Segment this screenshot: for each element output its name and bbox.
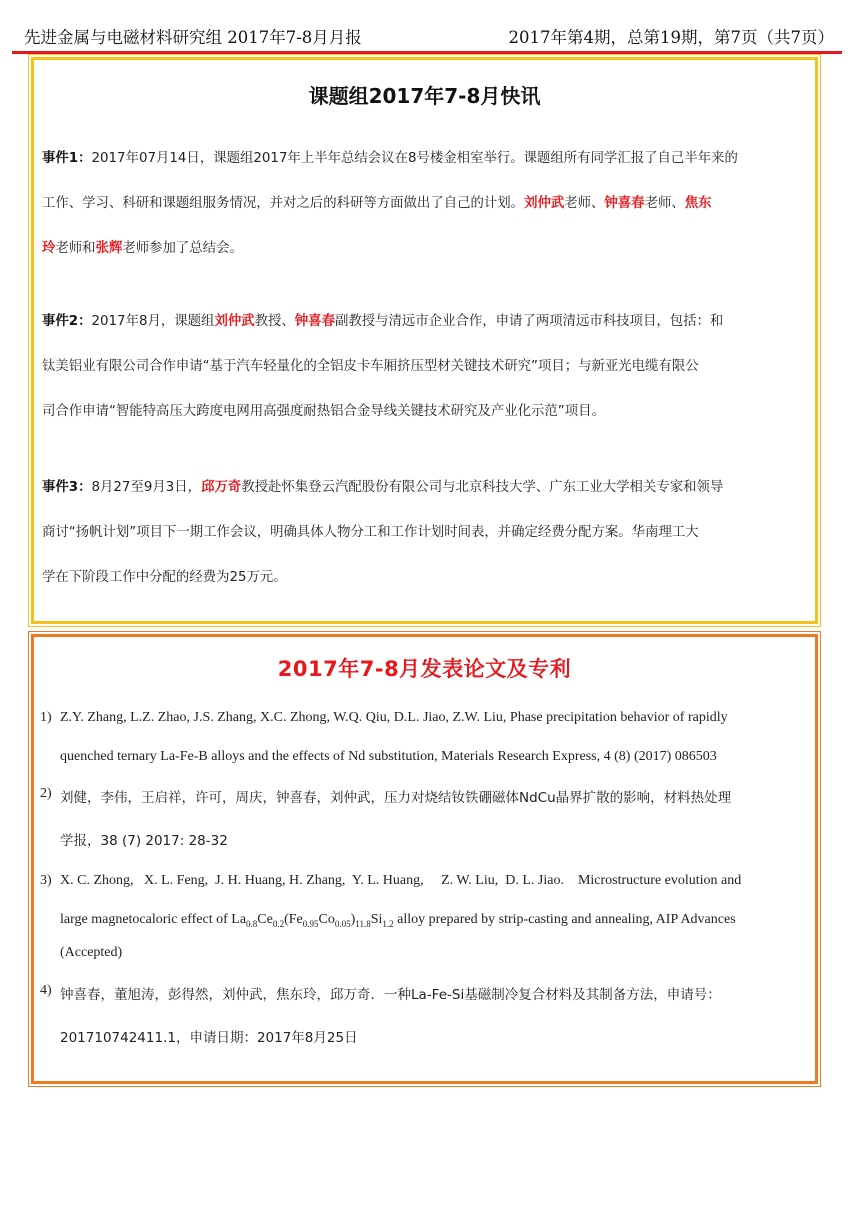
person-name: 玲 [42,241,56,256]
subscript: 0.8 [246,918,258,929]
pub-text: (Fe [284,912,303,927]
event-3-text: 教授赴怀集登云汽配股份有限公司与北京科技大学、广东工业大学相关专家和领导 [241,480,724,495]
page-header [24,22,834,48]
person-name: 邱万奇 [201,480,242,495]
subscript: 1.2 [382,918,394,929]
pub-text: ) [350,912,356,927]
event-1-text: 老师参加了总结会。 [122,241,243,256]
pub-text: 学报，38 (7) 2017: 28-32 [60,833,228,849]
event-2-text: 副教授与清远市企业合作，申请了两项清远市科技项目，包括：和 [334,314,724,329]
pub-text: quenched ternary La-Fe-B alloys and the effects of Nd substitution, Materials Research Express, 4 (8) (2017) 086503 [60,749,717,764]
event-2-label: 事件2： [42,314,92,329]
subscript: 0.95 [302,918,319,929]
pub-text: Z.Y. Zhang, L.Z. Zhao, J.S. Zhang, X.C. Zhong, W.Q. Qiu, D.L. Jiao, Z.W. Liu, Phase precipitation behavior of rapidly [60,710,728,725]
event-2-text: 司合作申请“智能特高压大跨度电网用高强度耐热铝合金导线关键技术研究及产业化示范”项目。 [42,404,605,419]
pub-text: Co [318,912,335,927]
pub-text: Si [370,912,383,927]
event-2-text: 钛美铝业有限公司合作申请“基于汽车轻量化的全铝皮卡车厢挤压型材关键技术研究”项目；与新亚光电缆有限公 [42,359,699,374]
event-1-text: 老师、 [564,196,605,211]
pub-number: 4) [40,983,52,998]
person-name: 钟喜春 [604,196,645,211]
news-box [31,57,818,624]
pub-text: 刘健，李伟，王启祥，许可，周庆，钟喜春，刘仲武，压力对烧结钕铁硼磁体NdCu晶界扩散的影响，材料热处理 [60,790,732,806]
person-name: 刘仲武 [214,314,255,329]
pub-text: Ce [257,912,273,927]
header-divider [12,51,842,54]
event-1 [42,136,807,271]
pub-number: 3) [40,873,52,888]
subscript: 0.05 [334,918,351,929]
person-name: 钟喜春 [294,314,335,329]
event-3-text: 学在下阶段工作中分配的经费为25万元。 [42,570,287,585]
event-3-label: 事件3： [42,480,92,495]
event-1-text: 老师和 [55,241,96,256]
event-2 [42,299,807,434]
subscript: 0.2 [272,918,285,929]
pub-number: 2) [40,786,52,801]
event-3 [42,465,807,600]
pub-text-formula [60,912,736,929]
header-right: 2017年第4期，总第19期，第7页（共7页） [508,28,834,47]
event-1-text: 老师、 [644,196,685,211]
pub-text: 钟喜春，董旭涛，彭得然，刘仲武，焦东玲，邱万奇．一种La-Fe-Si基磁制冷复合材料及其制备方法，申请号： [60,987,721,1003]
subscript: 11.8 [355,918,371,929]
news-title: 课题组2017年7-8月快讯 [308,84,541,108]
event-3-text: 8月27至9月3日， [91,480,202,495]
pub-text: (Accepted) [60,945,123,960]
person-name: 张辉 [95,241,123,256]
pub-text: X. C. Zhong, X. L. Feng, J. H. Huang, H. Zhang, Y. L. Huang, Z. W. Liu, D. L. Jiao. Microstructure evolution and [60,873,742,888]
pub-text: 201710742411.1，申请日期：2017年8月25日 [60,1030,358,1046]
pub-text: large magnetocaloric effect of La [60,912,247,927]
person-name: 焦东 [684,196,712,211]
pub-text: alloy prepared by strip-casting and annealing, AIP Advances [393,912,736,927]
header-left: 先进金属与电磁材料研究组 2017年7-8月月报 [24,28,362,47]
person-name: 刘仲武 [524,196,565,211]
event-2-text: 2017年8月，课题组 [91,314,215,329]
event-1-text: 2017年07月14日，课题组2017年上半年总结会议在8号楼金相室举行。课题组所有同学汇报了自己半年来的 [91,151,738,166]
event-1-text: 工作、学习、科研和课题组服务情况，并对之后的科研等方面做出了自己的计划。 [42,196,525,211]
publications-title: 2017年7-8月发表论文及专利 [277,657,572,681]
publications-box [31,634,818,1084]
event-3-text: 商讨“扬帆计划”项目下一期工作会议，明确具体人物分工和工作计划时间表，并确定经费分配方案。华南理工大 [42,525,699,540]
pub-number: 1) [40,710,52,725]
event-2-text: 教授、 [254,314,295,329]
event-1-label: 事件1： [42,151,92,166]
